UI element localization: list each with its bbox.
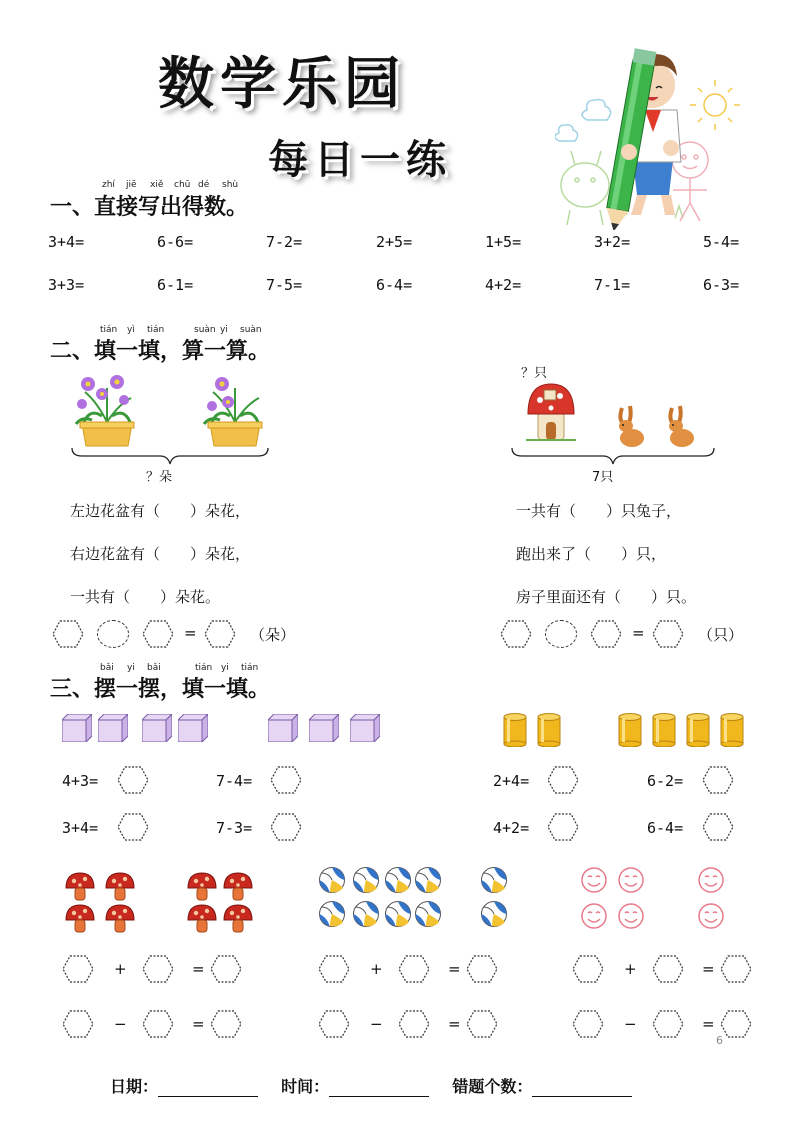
equals-sign: =: [448, 1015, 461, 1033]
cube-image: [98, 714, 128, 742]
top-label-right: ？只: [521, 366, 548, 381]
volleyball-image: [414, 866, 442, 894]
operator-circle[interactable]: [97, 620, 129, 648]
answer-hexagon[interactable]: [720, 955, 752, 983]
mushroom-image: [64, 904, 96, 934]
pinyin: tián: [241, 663, 259, 673]
equals-sign: =: [448, 960, 461, 978]
volleyball-image: [414, 900, 442, 928]
pinyin: shù: [222, 180, 239, 190]
equation: 6-4=: [647, 819, 684, 837]
brace-label-right: 7只: [592, 470, 614, 485]
equation: 5-4=: [703, 233, 740, 251]
section-3-title: 三、摆一摆，填一填。: [50, 677, 271, 702]
answer-hexagon[interactable]: [652, 620, 684, 648]
pinyin: chū: [174, 180, 191, 190]
answer-hexagon[interactable]: [572, 1010, 604, 1038]
math-row-1: [48, 233, 768, 253]
math-row-2: [48, 276, 768, 296]
mushroom-image: [222, 872, 254, 902]
mushroom-image: [104, 904, 136, 934]
equation: 7-4=: [216, 772, 253, 790]
volleyball-image: [384, 866, 412, 894]
cube-image: [309, 714, 339, 742]
pinyin: tián: [147, 325, 165, 335]
equals-sign: =: [632, 624, 645, 642]
pinyin: dé: [198, 180, 210, 190]
equation: 7-2=: [266, 233, 303, 251]
pinyin: yi: [127, 663, 135, 673]
date-blank[interactable]: [158, 1078, 258, 1097]
pinyin: zhí: [102, 180, 115, 190]
volleyball-image: [480, 900, 508, 928]
plus-sign: +: [114, 960, 127, 978]
answer-hexagon[interactable]: [204, 620, 236, 648]
section-2-title: 二、填一填，算一算。: [50, 339, 271, 364]
pinyin: yì: [127, 325, 135, 335]
mushroom-image: [104, 872, 136, 902]
smiley-face-image: [697, 866, 725, 894]
equation: 2+5=: [376, 233, 413, 251]
answer-hexagon[interactable]: [210, 1010, 242, 1038]
equals-sign: =: [192, 960, 205, 978]
fill-line: 左边花盆有（ ）朵花，: [70, 502, 251, 520]
equation: 6-4=: [376, 276, 413, 294]
equation: 7-1=: [594, 276, 631, 294]
can-image: [686, 713, 710, 747]
answer-hexagon[interactable]: [142, 955, 174, 983]
answer-hexagon[interactable]: [270, 813, 302, 841]
equals-sign: =: [702, 1015, 715, 1033]
equals-sign: =: [184, 624, 197, 642]
answer-hexagon[interactable]: [398, 955, 430, 983]
answer-hexagon[interactable]: [466, 955, 498, 983]
smiley-face-image: [580, 866, 608, 894]
time-blank[interactable]: [329, 1078, 429, 1097]
answer-hexagon[interactable]: [117, 813, 149, 841]
mushroom-house-image: [526, 382, 576, 442]
page-number: 6: [716, 1034, 723, 1047]
equation: 4+2=: [485, 276, 522, 294]
equation: 2+4=: [493, 772, 530, 790]
cube-image: [268, 714, 298, 742]
answer-hexagon[interactable]: [398, 1010, 430, 1038]
operator-circle[interactable]: [545, 620, 577, 648]
answer-hexagon[interactable]: [702, 813, 734, 841]
answer-hexagon[interactable]: [62, 955, 94, 983]
equation: 3+4=: [48, 233, 85, 251]
smiley-face-image: [580, 902, 608, 930]
minus-sign: −: [624, 1015, 637, 1033]
can-image: [618, 713, 642, 747]
equation: 4+2=: [493, 819, 530, 837]
equals-sign: =: [702, 960, 715, 978]
answer-hexagon[interactable]: [652, 955, 684, 983]
can-image: [503, 713, 527, 747]
answer-hexagon[interactable]: [270, 766, 302, 794]
pinyin: bǎi: [100, 663, 114, 673]
errors-label: 错题个数：: [452, 1077, 533, 1096]
flower-pot-right-image: [200, 372, 270, 448]
pinyin: jiē: [126, 180, 137, 190]
equation: 6-6=: [157, 233, 194, 251]
answer-hexagon[interactable]: [547, 813, 579, 841]
footer: [110, 1074, 632, 1097]
minus-sign: −: [370, 1015, 383, 1033]
brace-label-left: ？朵: [146, 470, 173, 485]
answer-hexagon[interactable]: [142, 1010, 174, 1038]
volleyball-image: [480, 866, 508, 894]
answer-hexagon[interactable]: [547, 766, 579, 794]
pinyin: suàn: [194, 325, 216, 335]
date-label: 日期：: [110, 1077, 159, 1096]
equation: 3+2=: [594, 233, 631, 251]
cube-image: [62, 714, 92, 742]
minus-sign: −: [114, 1015, 127, 1033]
cube-image: [142, 714, 172, 742]
answer-hexagon[interactable]: [62, 1010, 94, 1038]
equation: 6-3=: [703, 276, 740, 294]
answer-hexagon[interactable]: [720, 1010, 752, 1038]
unit-label: （只）: [698, 626, 744, 644]
answer-hexagon[interactable]: [702, 766, 734, 794]
can-image: [537, 713, 561, 747]
answer-hexagon[interactable]: [652, 1010, 684, 1038]
equation: 7-5=: [266, 276, 303, 294]
time-label: 时间：: [281, 1077, 330, 1096]
answer-hexagon[interactable]: [318, 1010, 350, 1038]
cube-image: [178, 714, 208, 742]
brace-left: [70, 446, 270, 466]
can-image: [652, 713, 676, 747]
volleyball-image: [384, 900, 412, 928]
page-subtitle: 每日一练: [268, 136, 452, 183]
brace-right: [510, 446, 716, 466]
volleyball-image: [318, 866, 346, 894]
fill-line: 跑出来了（ ）只，: [516, 545, 667, 563]
rabbit-image: [612, 404, 648, 448]
mushroom-image: [222, 904, 254, 934]
smiley-face-image: [617, 902, 645, 930]
flower-pot-left-image: [72, 372, 142, 448]
equation: 4+3=: [62, 772, 99, 790]
plus-sign: +: [624, 960, 637, 978]
pinyin: yi: [221, 663, 229, 673]
smiley-face-image: [697, 902, 725, 930]
page-title: 数学乐园: [158, 51, 406, 117]
equation: 3+3=: [48, 276, 85, 294]
plus-sign: +: [370, 960, 383, 978]
fill-line: 房子里面还有（ ）只。: [516, 588, 697, 606]
volleyball-image: [352, 900, 380, 928]
pinyin: bǎi: [147, 663, 161, 673]
smiley-face-image: [617, 866, 645, 894]
cube-image: [350, 714, 380, 742]
fill-line: 一共有（ ）只兔子，: [516, 502, 682, 520]
boy-pencil-illustration: [555, 40, 755, 230]
pinyin: suàn: [240, 325, 262, 335]
pinyin: xiě: [150, 180, 164, 190]
answer-hexagon[interactable]: [318, 955, 350, 983]
can-image: [720, 713, 744, 747]
answer-hexagon[interactable]: [572, 955, 604, 983]
mushroom-image: [186, 872, 218, 902]
rabbit-image: [662, 404, 698, 448]
fill-line: 一共有（ ）朵花。: [70, 588, 221, 606]
volleyball-image: [318, 900, 346, 928]
answer-hexagon[interactable]: [590, 620, 622, 648]
pinyin: tián: [100, 325, 118, 335]
answer-hexagon[interactable]: [500, 620, 532, 648]
section-1-title: 一、直接写出得数。: [50, 195, 249, 220]
pinyin: tián: [195, 663, 213, 673]
equation: 3+4=: [62, 819, 99, 837]
answer-hexagon[interactable]: [142, 620, 174, 648]
mushroom-image: [186, 904, 218, 934]
equals-sign: =: [192, 1015, 205, 1033]
unit-label: （朵）: [250, 626, 296, 644]
answer-hexagon[interactable]: [210, 955, 242, 983]
answer-hexagon[interactable]: [466, 1010, 498, 1038]
pinyin: yi: [220, 325, 228, 335]
equation: 7-3=: [216, 819, 253, 837]
errors-blank[interactable]: [532, 1078, 632, 1097]
fill-line: 右边花盆有（ ）朵花，: [70, 545, 251, 563]
mushroom-image: [64, 872, 96, 902]
volleyball-image: [352, 866, 380, 894]
answer-hexagon[interactable]: [52, 620, 84, 648]
answer-hexagon[interactable]: [117, 766, 149, 794]
equation: 1+5=: [485, 233, 522, 251]
equation: 6-1=: [157, 276, 194, 294]
equation: 6-2=: [647, 772, 684, 790]
